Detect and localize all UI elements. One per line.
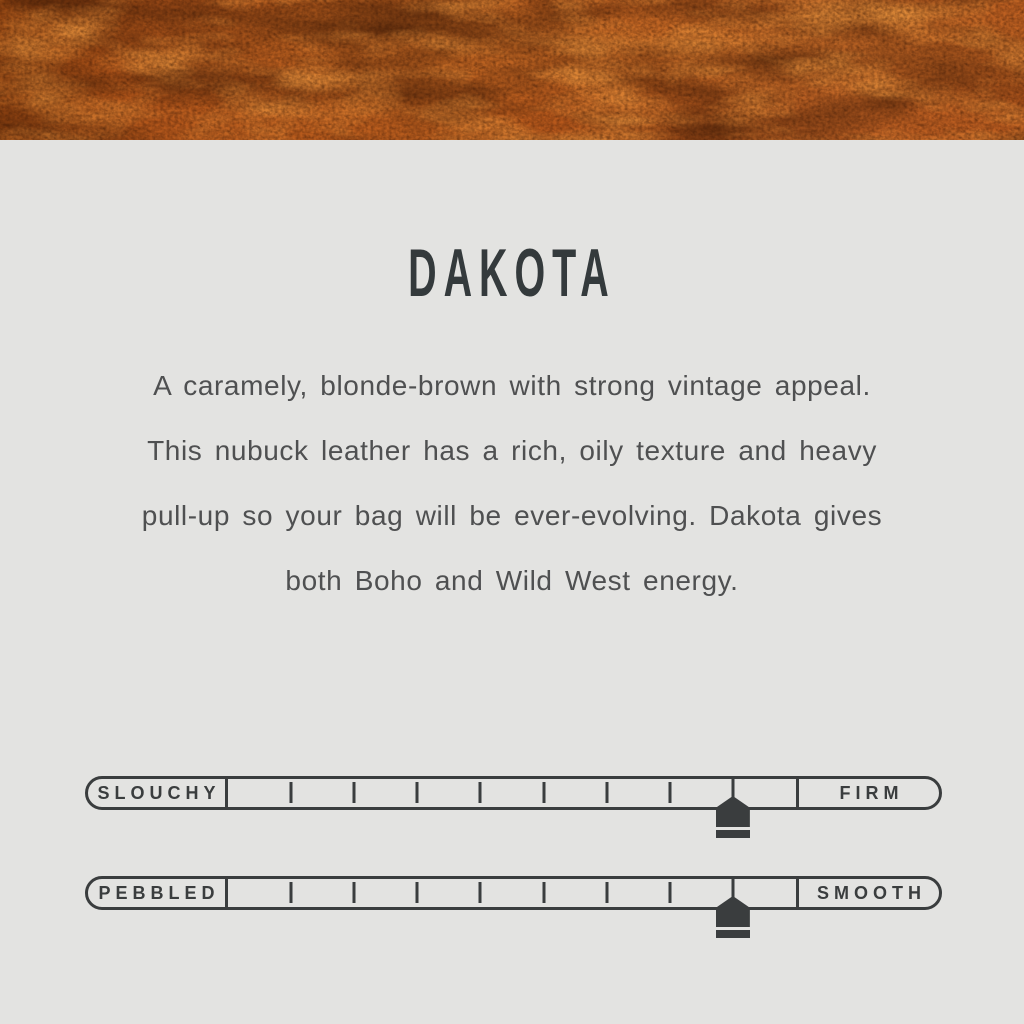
slider-pebbled-smooth <box>85 876 942 910</box>
slider-track[interactable] <box>225 879 799 907</box>
marker-stem <box>731 776 734 798</box>
leather-texture-swatch <box>0 0 1024 140</box>
slider-right-label-cell <box>799 779 939 807</box>
slider-slouchy-firm <box>85 776 942 810</box>
tick-mark <box>668 782 671 803</box>
tick-mark <box>290 782 293 803</box>
tick-mark <box>353 782 356 803</box>
slider-right-label-cell <box>799 879 939 907</box>
slider-right-label: FIRM <box>839 782 904 803</box>
tick-mark <box>668 882 671 903</box>
description-line: pull-up so your bag will be ever-evolving. Dakota gives <box>141 500 883 531</box>
slider-left-label-cell <box>88 779 225 807</box>
tick-mark <box>605 782 608 803</box>
marker-base-bar <box>716 930 750 938</box>
slider-left-label-cell <box>88 879 225 907</box>
tick-mark <box>290 882 293 903</box>
tick-mark <box>542 782 545 803</box>
slider-right-label: SMOOTH <box>817 882 926 903</box>
description-line: A caramely, blonde-brown with strong vintage appeal. <box>153 370 871 401</box>
slider-marker[interactable] <box>716 876 750 938</box>
tick-mark <box>416 882 419 903</box>
tick-mark <box>605 882 608 903</box>
description-line: both Boho and Wild West energy. <box>285 565 739 596</box>
marker-pin-icon <box>716 796 750 827</box>
description-line: This nubuck leather has a rich, oily texture and heavy <box>147 435 877 466</box>
description <box>60 353 964 613</box>
slider-marker[interactable] <box>716 776 750 838</box>
tick-mark <box>479 782 482 803</box>
marker-stem <box>731 876 734 898</box>
slider-left-label: PEBBLED <box>98 882 220 903</box>
tick-mark <box>353 882 356 903</box>
tick-mark <box>416 782 419 803</box>
marker-base-bar <box>716 830 750 838</box>
page-title-text: DAKOTA <box>408 235 616 311</box>
tick-mark <box>479 882 482 903</box>
page-title <box>0 235 1024 311</box>
slider-track[interactable] <box>225 779 799 807</box>
tick-mark <box>542 882 545 903</box>
marker-pin-icon <box>716 896 750 927</box>
slider-left-label: SLOUCHY <box>97 782 221 803</box>
